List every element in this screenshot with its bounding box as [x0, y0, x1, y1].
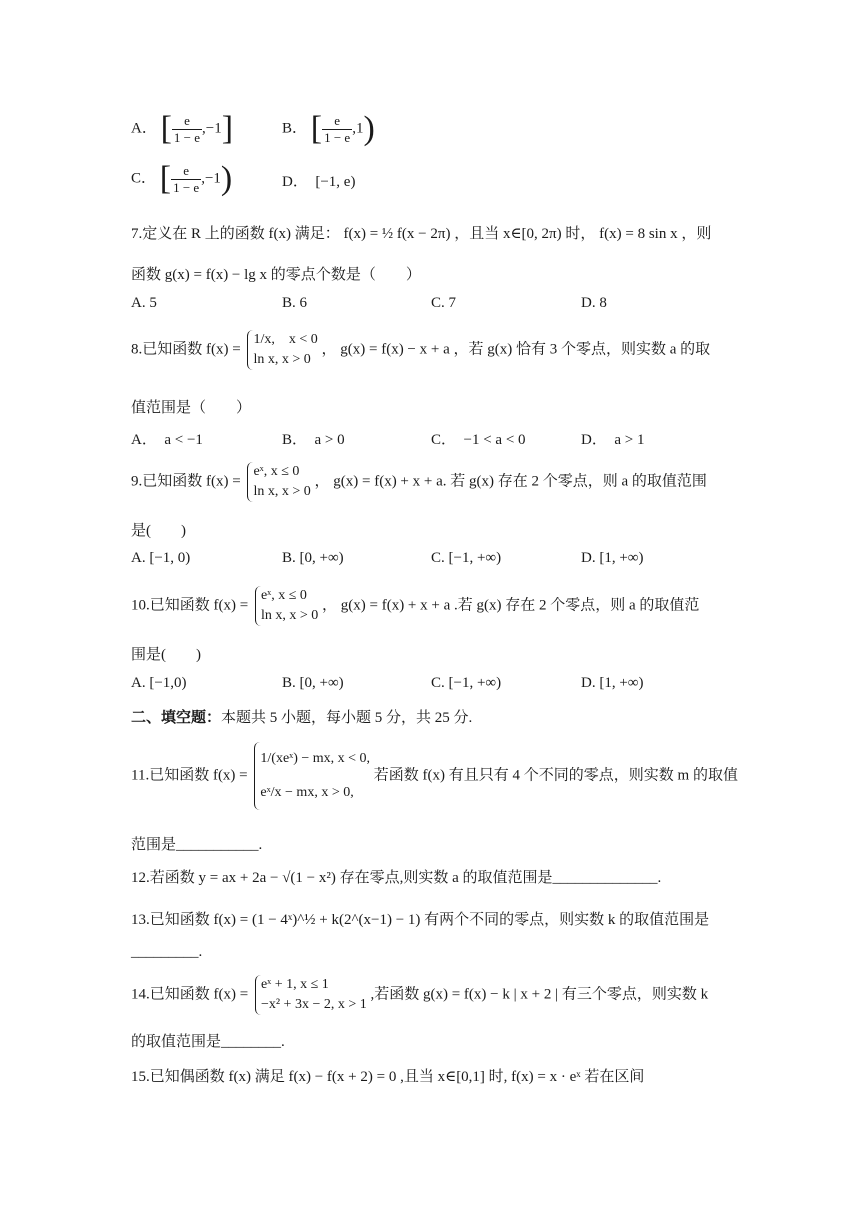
q9-prefix: 9.已知函数 f(x) = [131, 473, 241, 490]
q11-piecewise: 1/(xeˣ) − mx, x < 0, eˣ/x − mx, x > 0, [254, 742, 370, 810]
section-2-heading: 二、填空题：本题共 5 小题，每小题 5 分，共 25 分. [131, 710, 473, 726]
q10-suffix: ， g(x) = f(x) + x + a .若 g(x) 存在 2 个零点，则 a 的取值范 [322, 597, 700, 614]
q9-piecewise: eˣ, x ≤ 0 ln x, x > 0 [247, 462, 310, 502]
q8-suffix: ， g(x) = f(x) − x + a ，若 g(x) 恰有 3 个零点，则实数 a 的取 [321, 341, 711, 358]
q10-option-b: B. [0, +∞) [282, 675, 344, 691]
q9-option-d: D. [1, +∞) [581, 550, 644, 566]
q12-stem: 12.若函数 y = ax + 2a − √(1 − x²) 存在零点,则实数 a 的取值范围是______________. [131, 870, 662, 886]
q9-suffix: ， g(x) = f(x) + x + a. 若 g(x) 存在 2 个零点，则 a 的取值范围 [314, 473, 707, 490]
q13-stem-line1: 13.已知函数 f(x) = (1 − 4ˣ)^½ + k(2^(x−1) − 1) 有两个不同的零点，则实数 k 的取值范围是 [131, 912, 710, 928]
q8-stem-line1 [131, 330, 710, 370]
q14-stem-line1 [131, 975, 708, 1015]
q11-stem-line1 [131, 742, 738, 810]
q8-option-c: C． −1 < a < 0 [431, 432, 526, 448]
q13-stem-line2: _________. [131, 944, 203, 960]
q6-option-b: B． [ $\frac{e}{1 - e}$ ,1) [282, 110, 375, 147]
q14-stem-line2: 的取值范围是________. [131, 1034, 285, 1050]
q7-option-b: B. 6 [282, 295, 308, 311]
q9-option-b: B. [0, +∞) [282, 550, 344, 566]
q7-stem-line2: 函数 g(x) = f(x) − lg x 的零点个数是（ ） [131, 267, 421, 283]
q15-stem: 15.已知偶函数 f(x) 满足 f(x) − f(x + 2) = 0 ,且当 x∈[0,1] 时, f(x) = x · eˣ 若在区间 [131, 1069, 645, 1085]
q9-option-a: A. [−1, 0) [131, 550, 191, 566]
q10-stem-line2: 围是( ) [131, 647, 201, 663]
q10-option-c: C. [−1, +∞) [431, 675, 502, 691]
q7-option-c: C. 7 [431, 295, 457, 311]
q10-piecewise: eˣ, x ≤ 0 ln x, x > 0 [255, 586, 318, 626]
q10-prefix: 10.已知函数 f(x) = [131, 597, 249, 614]
q8-piecewise: 1/x, x < 0 ln x, x > 0 [247, 330, 317, 370]
q8-option-b: B． a > 0 [282, 432, 345, 448]
q10-option-d: D. [1, +∞) [581, 675, 644, 691]
q8-prefix: 8.已知函数 f(x) = [131, 341, 241, 358]
q11-prefix: 11.已知函数 f(x) = [131, 767, 248, 784]
q9-option-c: C. [−1, +∞) [431, 550, 502, 566]
q7-option-a: A. 5 [131, 295, 157, 311]
q10-option-a: A. [−1,0) [131, 675, 187, 691]
q14-prefix: 14.已知函数 f(x) = [131, 986, 249, 1003]
q7-option-d: D. 8 [581, 295, 607, 311]
q6-option-d: D． [−1, e) [282, 174, 356, 190]
q8-stem-line2: 值范围是（ ） [131, 400, 252, 416]
q11-suffix: 若函数 f(x) 有且只有 4 个不同的零点，则实数 m 的取值 [373, 767, 738, 784]
q8-option-d: D． a > 1 [581, 432, 645, 448]
q6-option-c: C． [ $\frac{e}{1 - e}$ ,−1) [131, 160, 233, 197]
q14-suffix: ,若函数 g(x) = f(x) − k | x + 2 | 有三个零点，则实数 k [370, 986, 709, 1003]
q6-option-a: A． [ $\frac{e}{1 - e}$ ,−1] [131, 110, 234, 147]
q8-option-a: A． a < −1 [131, 432, 203, 448]
q14-piecewise: eˣ + 1, x ≤ 1 −x² + 3x − 2, x > 1 [255, 975, 367, 1015]
q9-stem-line2: 是( ) [131, 523, 186, 539]
q11-stem-line2: 范围是___________. [131, 837, 263, 853]
q9-stem-line1 [131, 462, 707, 502]
q7-stem-line1: 7.定义在 R 上的函数 f(x) 满足： f(x) = ½ f(x − 2π) ，且当 x∈[0, 2π) 时， f(x) = 8 sin x ，则 [131, 226, 712, 242]
q10-stem-line1 [131, 586, 699, 626]
